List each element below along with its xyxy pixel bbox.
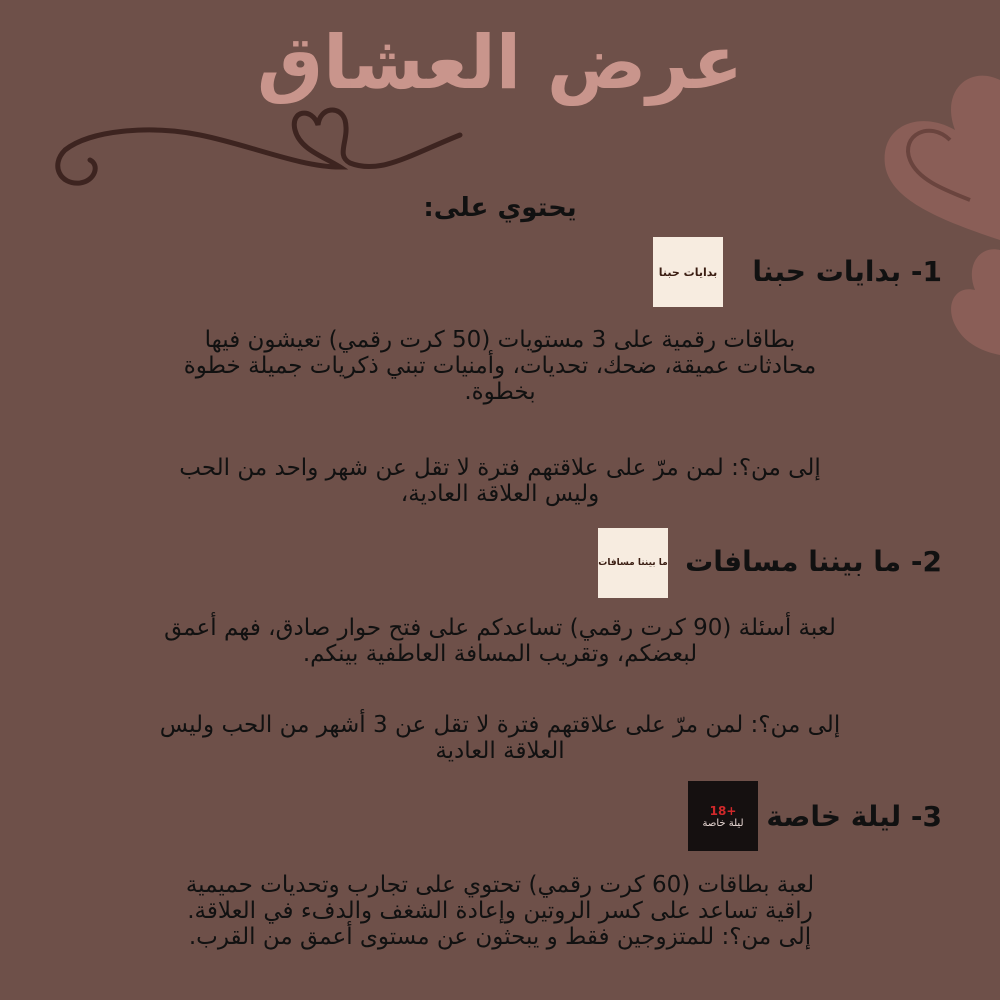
section-1-thumbnail-text: بدايات حبنا [658, 265, 718, 279]
section-1-description [60, 327, 940, 405]
section-2-desc-line: لعبة أسئلة (90 كرت رقمي) تساعدكم على فتح حوار صادق، فهم أعمق [164, 615, 836, 641]
section-1-target-line: وليس العلاقة العادية، [400, 481, 600, 507]
section-1-thumbnail [653, 237, 723, 307]
section-2-target-line: إلى من؟: لمن مرّ على علاقتهم فترة لا تقل عن 3 أشهر من الحب وليس [159, 712, 841, 738]
section-1-desc-line: بخطوة. [464, 379, 536, 405]
section-3-heading: 3- ليلة خاصة [766, 800, 942, 833]
section-3-desc-line: إلى من؟: للمتزوجين فقط و يبحثون عن مستوى أعمق من القرب. [188, 924, 812, 950]
section-1-desc-line: بطاقات رقمية على 3 مستويات (50 كرت رقمي) تعيشون فيها [204, 327, 796, 353]
section-1-target-line: إلى من؟: لمن مرّ على علاقتهم فترة لا تقل عن شهر واحد من الحب [179, 455, 821, 481]
section-3-desc-line: راقية تساعد على كسر الروتين وإعادة الشغف والدفء في العلاقة. [187, 898, 813, 924]
section-2-description [55, 615, 945, 667]
section-3-desc-line: لعبة بطاقات (60 كرت رقمي) تحتوي على تجارب وتحديات حميمية [185, 872, 815, 898]
page-title: عرض العشاق [256, 20, 744, 106]
section-1-heading: 1- بدايات حبنا [752, 255, 942, 288]
section-2-heading: 2- ما بيننا مسافات [685, 545, 942, 578]
section-2-target-line: العلاقة العادية [435, 738, 565, 764]
section-3-description [60, 872, 940, 950]
section-2-target [55, 712, 945, 764]
section-1-target [60, 455, 940, 507]
section-1-desc-line: محادثات عميقة، ضحك، تحديات، وأمنيات تبني ذكريات جميلة خطوة [183, 353, 817, 379]
section-2-thumbnail [598, 528, 668, 598]
section-3-thumbnail [688, 781, 758, 851]
swirl-heart-icon [50, 95, 470, 195]
contains-label: يحتوي على: [423, 193, 577, 223]
section-3-thumbnail-badge: 18+ [709, 803, 737, 818]
section-2-desc-line: لبعضكم، وتقريب المسافة العاطفية بينكم. [302, 641, 698, 667]
section-3-thumbnail-text: ليلة خاصة [702, 817, 744, 829]
section-2-thumbnail-text: ما بيننا مسافات [598, 558, 668, 568]
